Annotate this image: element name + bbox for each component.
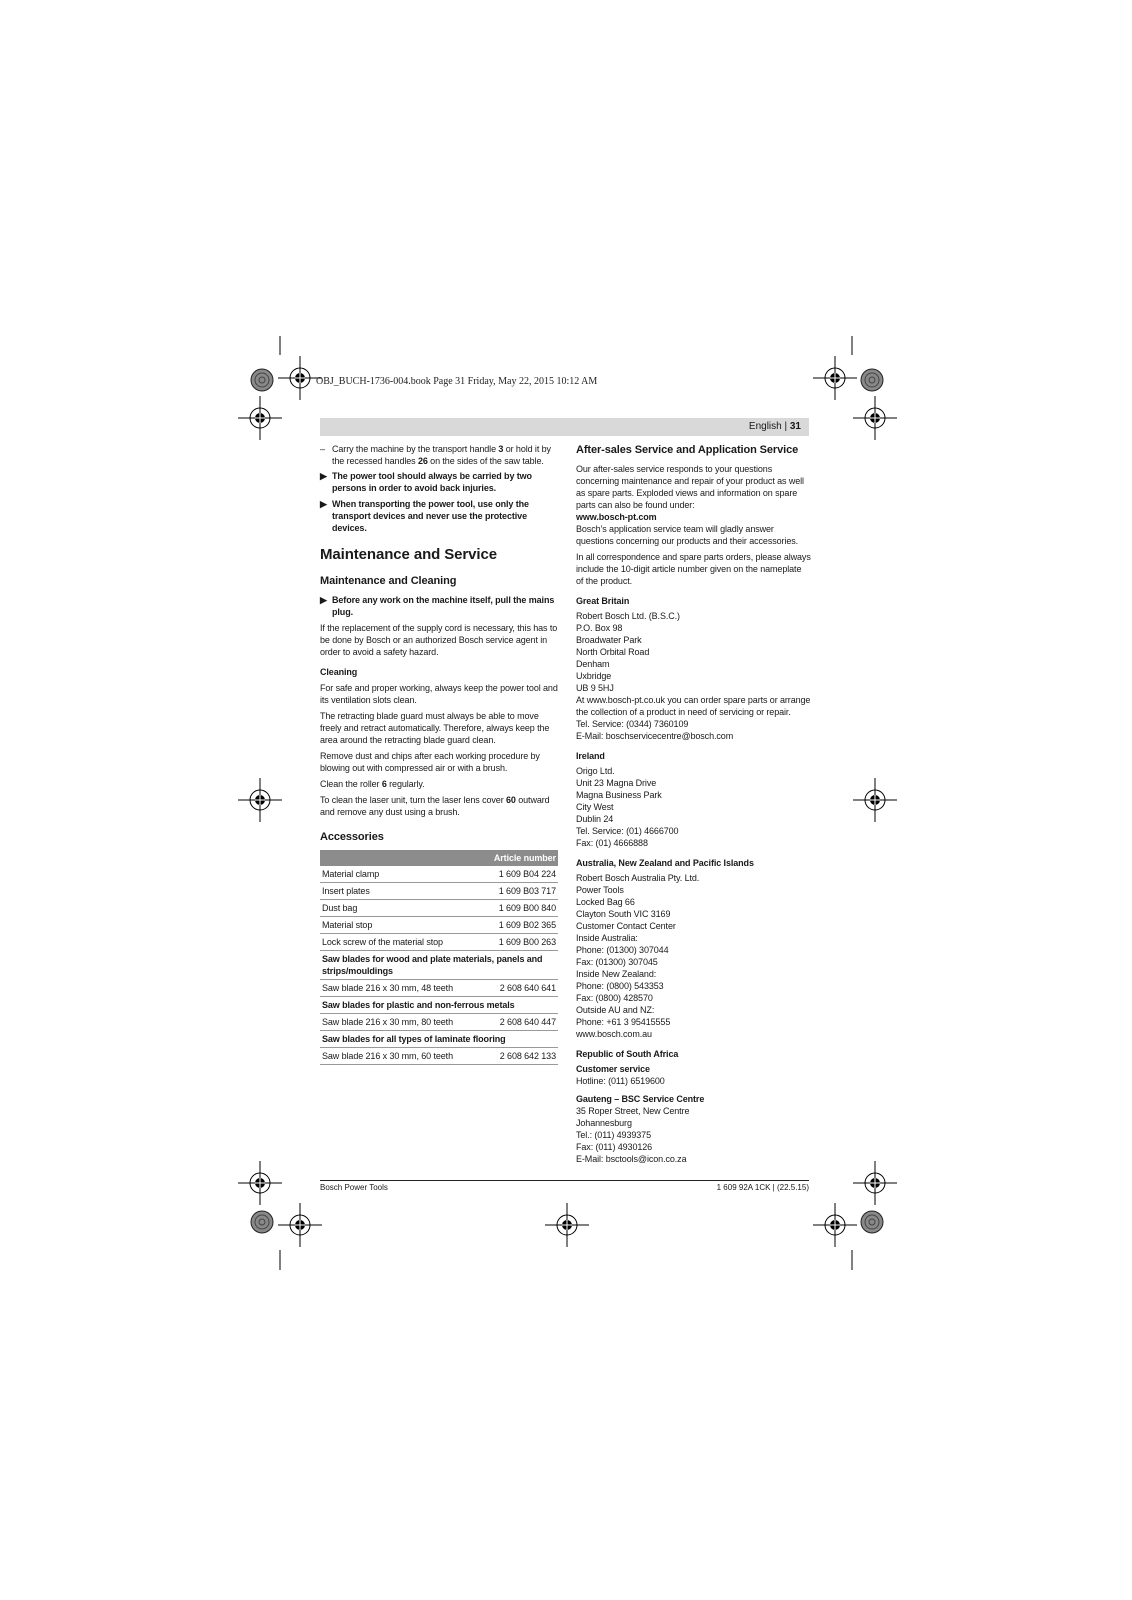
page-header	[749, 421, 801, 432]
address-line: Outside AU and NZ:	[576, 1005, 655, 1015]
address-line: Robert Bosch Ltd. (B.S.C.)	[576, 611, 680, 621]
table-row	[320, 1048, 558, 1065]
table-section-row	[320, 951, 558, 980]
heading-great-britain: Great Britain	[576, 596, 630, 606]
address-line: Power Tools	[576, 885, 624, 895]
transport-dash-item	[320, 443, 558, 467]
warning-mains-plug	[320, 594, 558, 618]
article-number: 2 608 642 133	[474, 1048, 558, 1065]
heading-south-africa: Republic of South Africa	[576, 1049, 679, 1059]
item-name: Lock screw of the material stop	[320, 934, 474, 951]
phone-line: Tel. Service: (01) 4666700	[576, 826, 679, 836]
footer-rule	[320, 1180, 809, 1181]
heading-customer-service: Customer service	[576, 1064, 650, 1074]
table-row	[320, 866, 558, 883]
phone-line: Phone: +61 3 95415555	[576, 1017, 671, 1027]
table-section-row	[320, 997, 558, 1014]
warning-carry-two-persons	[320, 470, 558, 494]
text: regularly.	[386, 779, 425, 789]
address-line: Inside Australia:	[576, 933, 638, 943]
heading-ireland: Ireland	[576, 751, 605, 761]
address-line: Clayton South VIC 3169	[576, 909, 671, 919]
text: To clean the laser unit, turn the laser lens cover	[320, 795, 507, 805]
para-after-sales-1: Our after-sales service responds to your questions concerning maintenance and repair of your product as well as spare parts. Exploded views and information on spare parts can also be found under:	[576, 464, 804, 510]
table-row	[320, 934, 558, 951]
text: outward and remove any dust using a brush.	[320, 795, 550, 817]
address-line: Inside New Zealand:	[576, 969, 657, 979]
footer-brand: Bosch Power Tools	[320, 1183, 388, 1192]
dash-marker: –	[320, 444, 325, 454]
triangle-bullet-icon: ▶	[320, 595, 327, 605]
phone-line: Phone: (0800) 543353	[576, 981, 664, 991]
item-name: Dust bag	[320, 900, 474, 917]
website-line: www.bosch.com.au	[576, 1029, 652, 1039]
table-section-row	[320, 1031, 558, 1048]
text: Clean the roller	[320, 779, 382, 789]
heading-after-sales: After-sales Service and Application Service	[576, 444, 799, 456]
article-number: 2 608 640 447	[474, 1014, 558, 1031]
section-title: Saw blades for all types of laminate flooring	[320, 1031, 558, 1048]
address-line: North Orbital Road	[576, 647, 650, 657]
footer-doc-number: 1 609 92A 1CK | (22.5.15)	[716, 1183, 809, 1192]
page-header-bar	[320, 418, 809, 436]
text: Carry the machine by the transport handle	[332, 444, 499, 454]
ref-number: 3	[498, 444, 504, 454]
para-clean-2: The retracting blade guard must always be able to move freely and retract automatically. Therefore, always keep the area around the retracting blade guard clean.	[320, 711, 550, 745]
australia-address	[576, 872, 811, 1040]
left-column	[320, 443, 558, 1065]
table-row	[320, 917, 558, 934]
table-row	[320, 980, 558, 997]
address-line: P.O. Box 98	[576, 623, 623, 633]
fax-line: Fax: (0800) 428570	[576, 993, 653, 1003]
para-clean-1: For safe and proper working, always keep the power tool and its ventilation slots clean.	[320, 683, 558, 705]
article-number: 1 609 B00 263	[474, 934, 558, 951]
article-number: 1 609 B02 365	[474, 917, 558, 934]
ref-number: 26	[417, 456, 428, 466]
address-line: UB 9 5HJ	[576, 683, 614, 693]
item-name: Material stop	[320, 917, 474, 934]
email-line: E-Mail: boschservicecentre@bosch.com	[576, 731, 734, 741]
article-number: 1 609 B04 224	[474, 866, 558, 883]
triangle-bullet-icon: ▶	[320, 471, 327, 481]
heading-gauteng: Gauteng – BSC Service Centre	[576, 1094, 705, 1104]
para-clean-3: Remove dust and chips after each working procedure by blowing out with compressed air or with a brush.	[320, 751, 540, 773]
item-name: Saw blade 216 x 30 mm, 48 teeth	[320, 980, 474, 997]
fax-line: Fax: (01) 4666888	[576, 838, 648, 848]
address-line: Magna Business Park	[576, 790, 662, 800]
item-name: Saw blade 216 x 30 mm, 80 teeth	[320, 1014, 474, 1031]
address-line: Dublin 24	[576, 814, 614, 824]
article-number: 1 609 B03 717	[474, 883, 558, 900]
para-clean-5	[320, 794, 558, 818]
item-name: Material clamp	[320, 866, 474, 883]
heading-accessories: Accessories	[320, 831, 384, 843]
para-after-sales-2: Bosch’s application service team will gladly answer questions concerning our products and their accessories.	[576, 524, 799, 546]
warning-transport-devices	[320, 498, 558, 534]
address-line: 35 Roper Street, New Centre	[576, 1106, 690, 1116]
table-row	[320, 900, 558, 917]
address-line: Uxbridge	[576, 671, 612, 681]
article-number: 2 608 640 641	[474, 980, 558, 997]
phone-line: Tel.: (011) 4939375	[576, 1130, 651, 1140]
para-clean-4	[320, 778, 558, 790]
ref-number: 60	[506, 795, 516, 805]
fax-line: Fax: (011) 4930126	[576, 1142, 653, 1152]
header-language: English	[748, 421, 782, 432]
right-column	[576, 443, 811, 1165]
bosch-url-link[interactable]: www.bosch-pt.com	[576, 512, 657, 522]
address-line: Customer Contact Center	[576, 921, 676, 931]
item-name: Insert plates	[320, 883, 474, 900]
heading-maintenance-service: Maintenance and Service	[320, 546, 497, 563]
address-line: At www.bosch-pt.co.uk you can order spare parts or arrange the collection of a product in need of servicing or repair.	[576, 695, 811, 717]
ireland-address	[576, 765, 811, 849]
text: on the sides of the saw table.	[427, 456, 544, 466]
phone-line: Phone: (01300) 307044	[576, 945, 669, 955]
item-name: Saw blade 216 x 30 mm, 60 teeth	[320, 1048, 474, 1065]
address-line: Locked Bag 66	[576, 897, 635, 907]
warning-text: Before any work on the machine itself, pull the mains plug.	[332, 595, 555, 617]
address-line: Denham	[576, 659, 610, 669]
text: or hold it by the recessed handles	[332, 444, 551, 466]
table-header-row	[320, 850, 558, 866]
section-title: Saw blades for plastic and non-ferrous metals	[320, 997, 558, 1014]
triangle-bullet-icon: ▶	[320, 499, 327, 509]
address-line: Origo Ltd.	[576, 766, 615, 776]
address-line: Broadwater Park	[576, 635, 642, 645]
address-line: Johannesburg	[576, 1118, 632, 1128]
section-title: Saw blades for wood and plate materials, panels and strips/mouldings	[320, 951, 558, 980]
address-line: Unit 23 Magna Drive	[576, 778, 657, 788]
book-file-line: OBJ_BUCH-1736-004.book Page 31 Friday, May 22, 2015 10:12 AM	[316, 376, 598, 387]
warning-text: The power tool should always be carried by two persons in order to avoid back injuries.	[332, 471, 532, 493]
ref-number: 6	[381, 779, 387, 789]
page-number: 31	[789, 421, 801, 432]
hotline-line: Hotline: (011) 6519600	[576, 1076, 665, 1086]
fax-line: Fax: (01300) 307045	[576, 957, 658, 967]
header-separator: |	[781, 421, 790, 432]
address-line: City West	[576, 802, 614, 812]
accessories-table	[320, 850, 558, 1065]
heading-maintenance-cleaning: Maintenance and Cleaning	[320, 575, 457, 587]
column-header-article-number: Article number	[320, 850, 558, 866]
email-line: E-Mail: bsctools@icon.co.za	[576, 1154, 687, 1164]
address-line: Robert Bosch Australia Pty. Ltd.	[576, 873, 700, 883]
gb-address	[576, 610, 811, 742]
heading-cleaning: Cleaning	[320, 667, 358, 677]
table-row	[320, 1014, 558, 1031]
heading-australia: Australia, New Zealand and Pacific Islands	[576, 858, 754, 868]
para-after-sales-3: In all correspondence and spare parts orders, please always include the 10-digit article number given on the nameplate of the product.	[576, 552, 811, 586]
para-supply-cord: If the replacement of the supply cord is necessary, this has to be done by Bosch or an authorized Bosch service agent in order to avoid a safety hazard.	[320, 623, 558, 657]
article-number: 1 609 B00 840	[474, 900, 558, 917]
gauteng-address	[576, 1105, 811, 1165]
warning-text: When transporting the power tool, use only the transport devices and never use the protective devices.	[332, 499, 529, 533]
phone-line: Tel. Service: (0344) 7360109	[576, 719, 689, 729]
table-row	[320, 883, 558, 900]
